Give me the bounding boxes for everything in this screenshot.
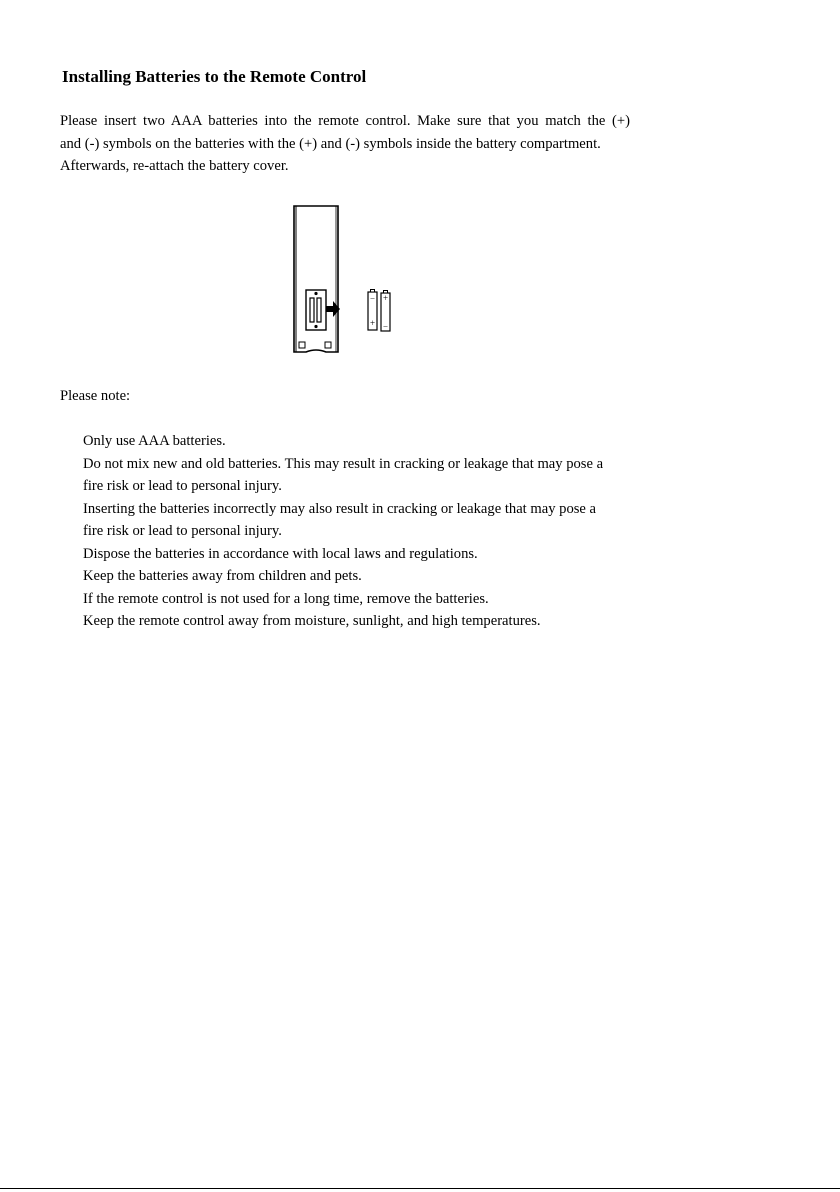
intro-line: and (-) symbols on the batteries with the (+) and (-) symbols inside the battery compartment. [60,135,601,152]
intro-line: Afterwards, re-attach the battery cover. [60,158,289,174]
aaa-battery-icon [368,290,377,331]
battery-plus-label: + [382,293,389,303]
notes-list [83,430,603,633]
note-heading: Please note: [60,388,131,404]
intro-paragraph [60,110,630,178]
battery-minus-label: – [370,293,375,302]
list-item: Do not mix new and old batteries. This may result in cracking or leakage that may pose a [83,455,604,472]
list-item: If the remote control is not used for a long time, remove the batteries. [83,590,489,607]
list-item: Only use AAA batteries. [83,433,226,449]
battery-minus-label: – [383,321,388,330]
list-item: fire risk or lead to personal injury. [83,478,282,494]
aaa-battery-icon [381,291,390,332]
list-item: Keep the batteries away from children and pets. [83,568,362,584]
bottom-rule [0,1188,840,1189]
list-item: Inserting the batteries incorrectly may also result in cracking or leakage that may pose a [83,500,597,517]
battery-installation-illustration [286,202,406,362]
list-item: Dispose the batteries in accordance with local laws and regulations. [83,545,478,562]
intro-line: Please insert two AAA batteries into the remote control. Make sure that you match the (+) [60,113,630,129]
section-title: Installing Batteries to the Remote Control [62,67,367,86]
list-item: fire risk or lead to personal injury. [83,523,282,539]
list-item: Keep the remote control away from moisture, sunlight, and high temperatures. [83,613,541,629]
battery-compartment [306,290,326,330]
battery-plus-label: + [369,318,376,328]
